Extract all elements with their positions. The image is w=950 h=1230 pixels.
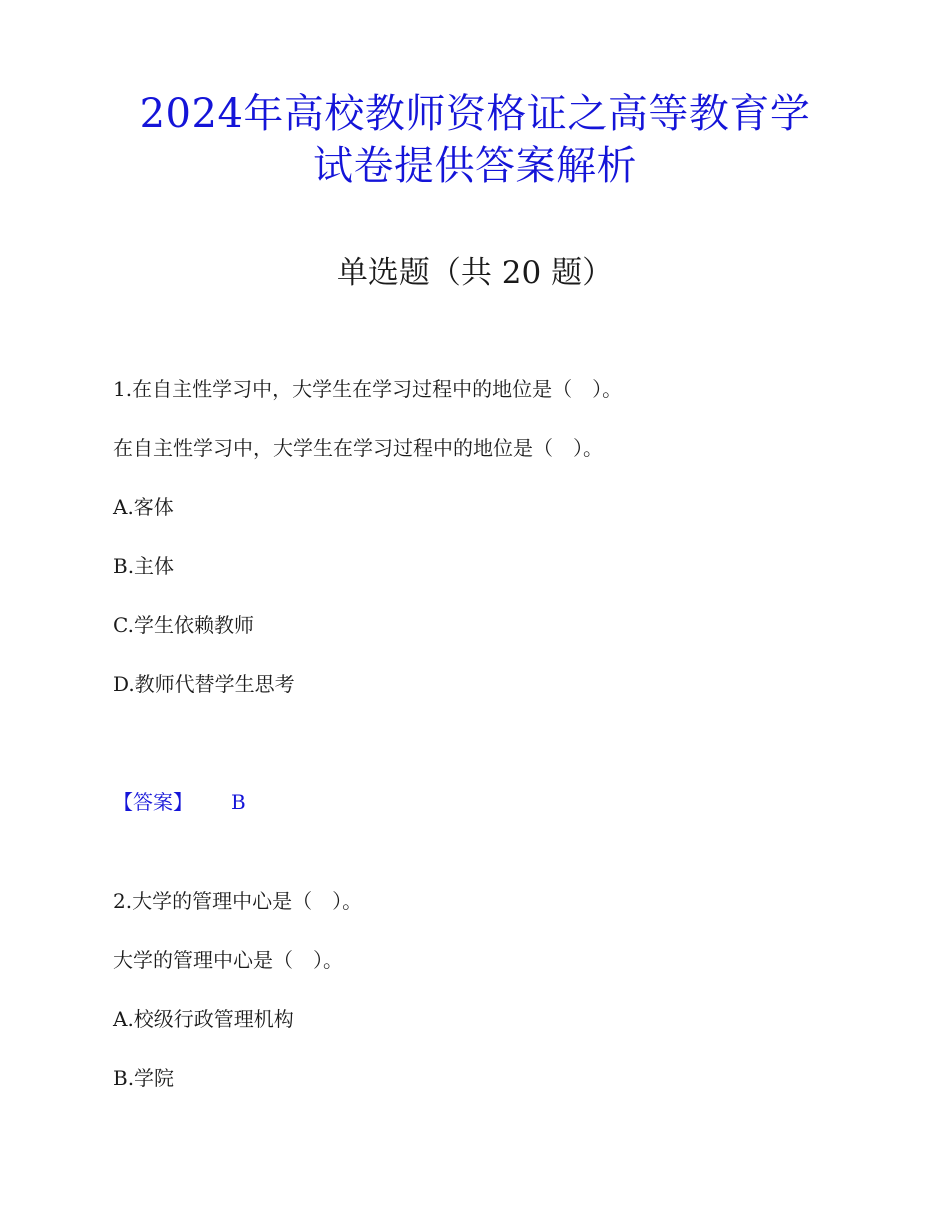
document-title: [60, 88, 890, 192]
section-title: 单选题（共 20 题）: [336, 255, 614, 291]
title-line-1: 2024年高校教师资格证之高等教育学: [139, 91, 811, 137]
question-2-stem: 2.大学的管理中心是（ ）。: [113, 889, 363, 913]
question-1-option-b: B.主体: [113, 554, 175, 578]
question-2-option-a: A.校级行政管理机构: [113, 1007, 294, 1031]
answer-label: 【答案】: [113, 790, 193, 814]
question-1-option-c: C.学生依赖教师: [113, 613, 254, 637]
title-line-2: 试卷提供答案解析: [313, 143, 637, 189]
answer-value: B: [231, 790, 246, 814]
question-1-option-d: D.教师代替学生思考: [113, 672, 295, 696]
question-2-option-b: B.学院: [113, 1066, 175, 1090]
question-1-repeat: 在自主性学习中，大学生在学习过程中的地位是（ ）。: [113, 436, 603, 460]
question-1-answer: [113, 788, 246, 816]
question-1-option-a: A.客体: [113, 495, 174, 519]
question-2-repeat: 大学的管理中心是（ ）。: [113, 948, 343, 972]
question-1-stem: 1.在自主性学习中，大学生在学习过程中的地位是（ ）。: [113, 377, 623, 401]
